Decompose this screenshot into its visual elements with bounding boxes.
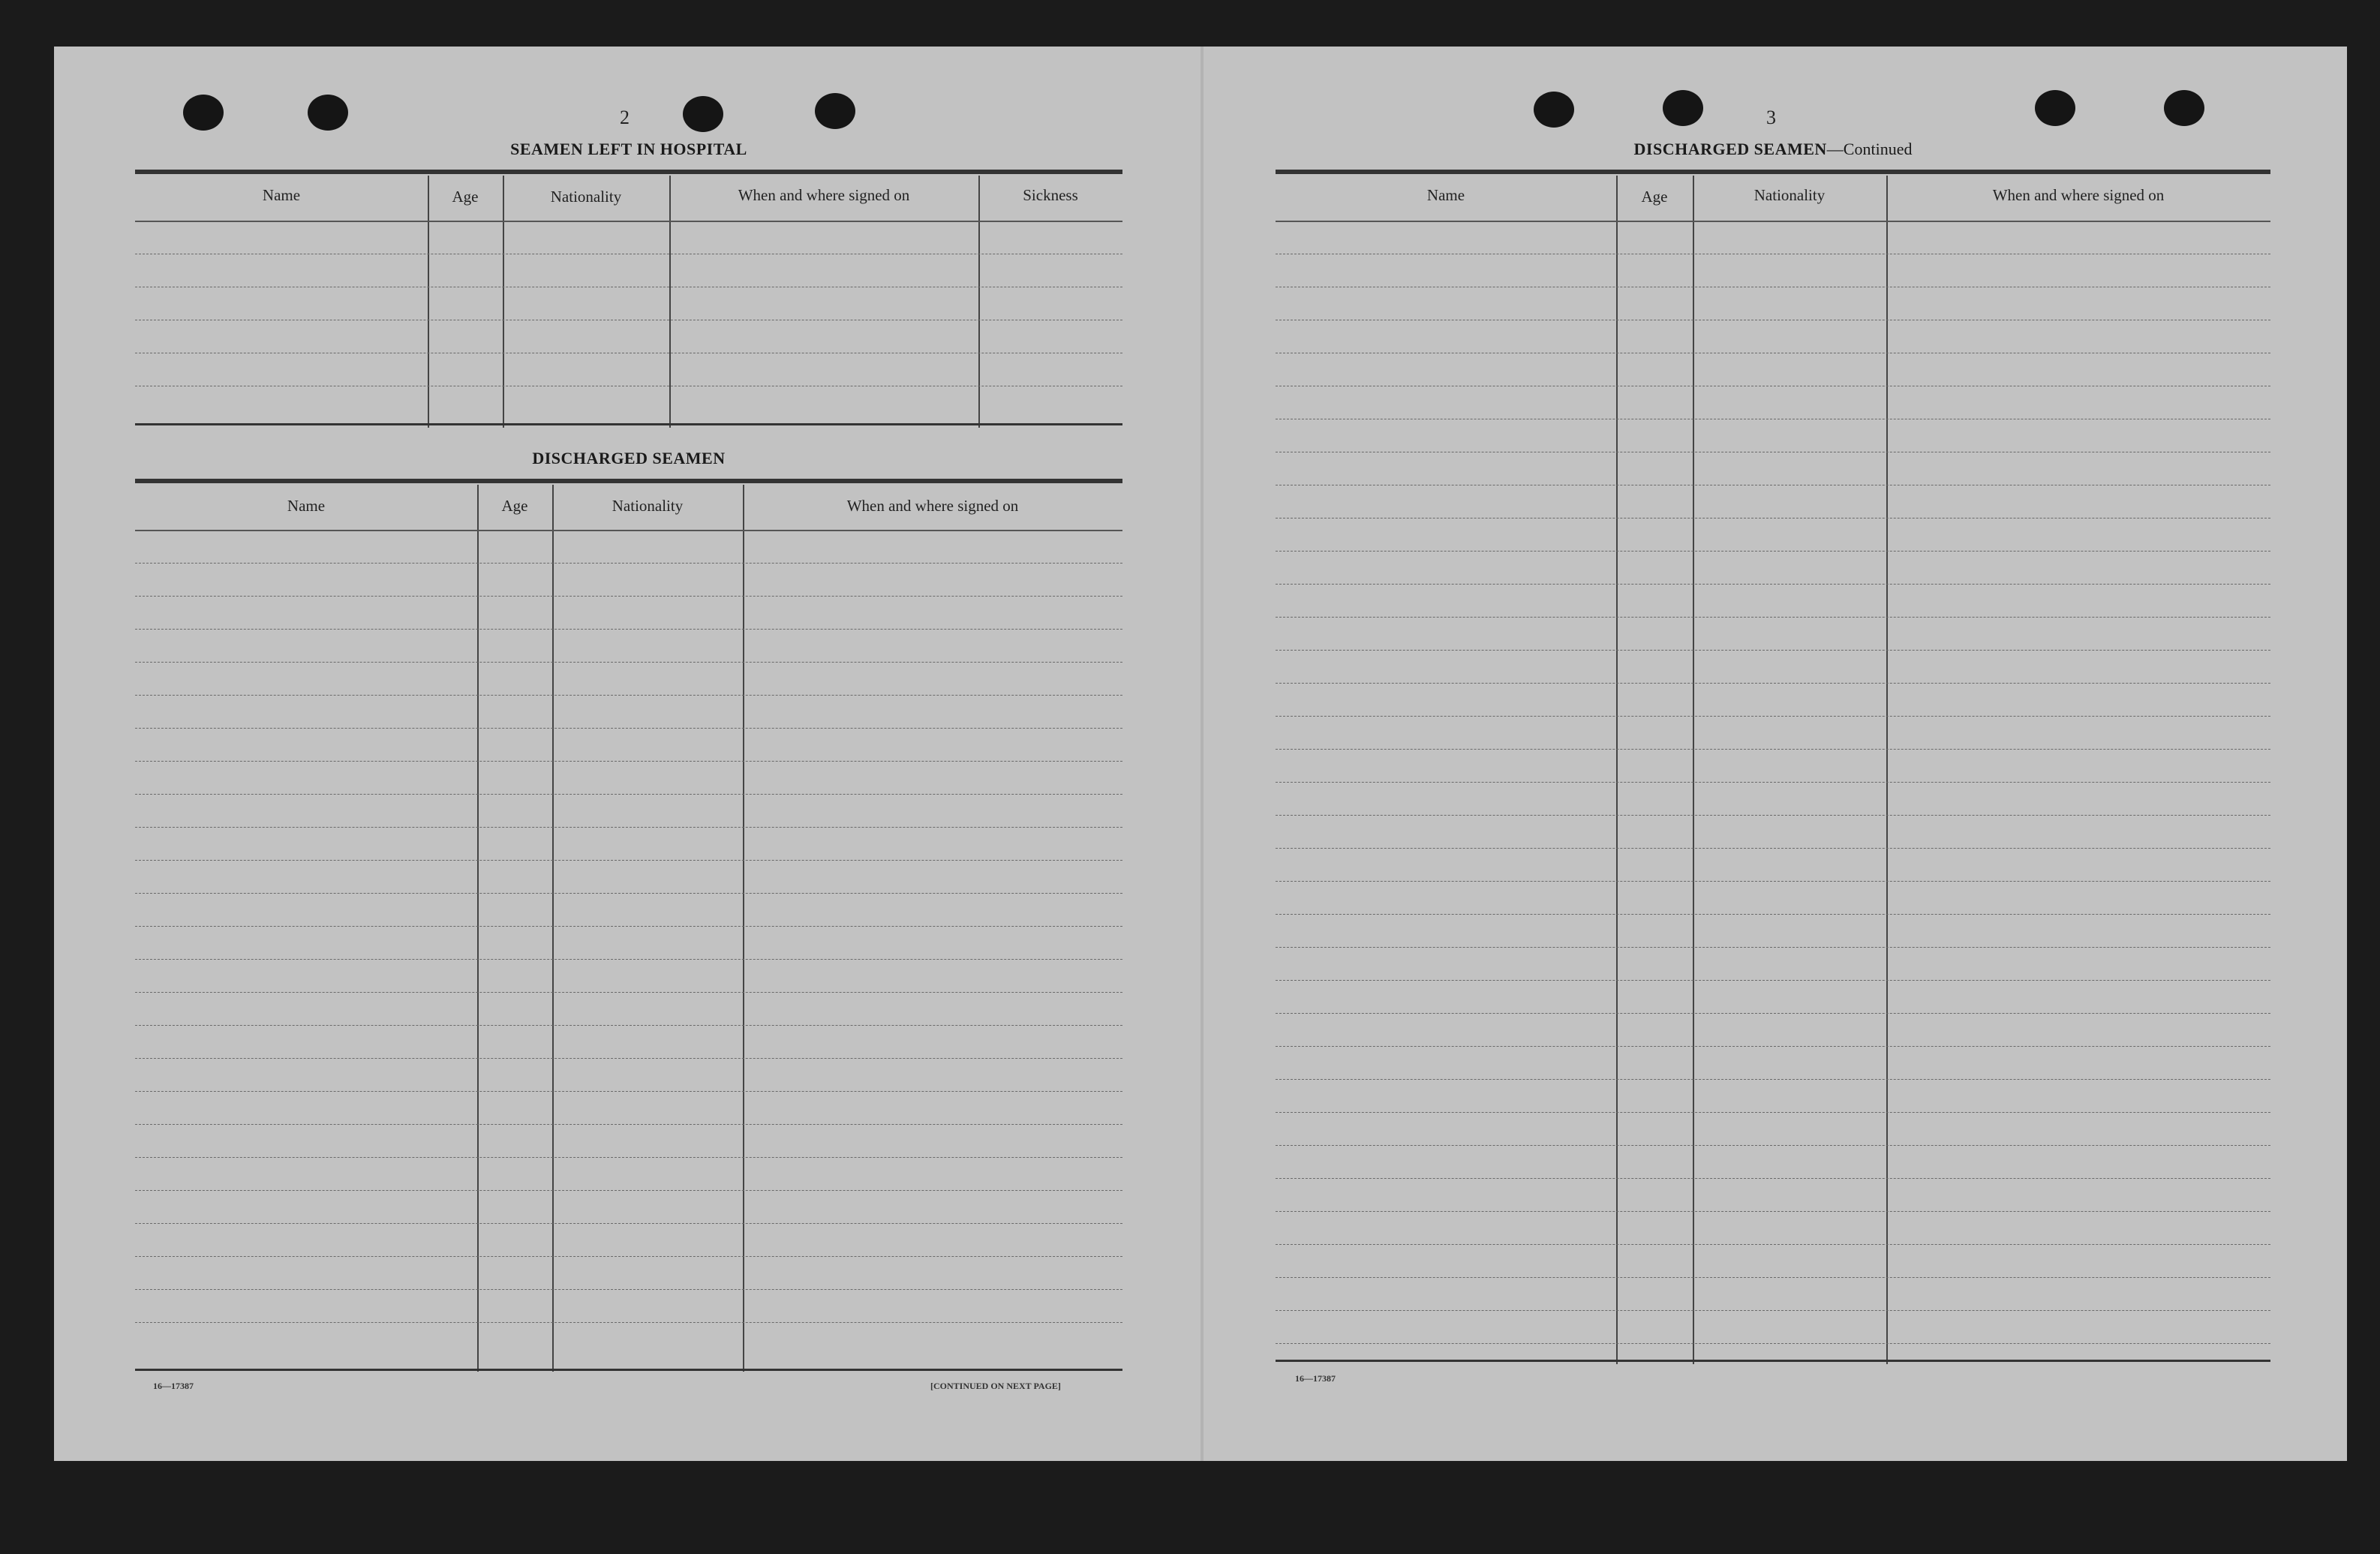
ruled-line	[135, 1091, 1122, 1092]
ruled-line	[1276, 650, 2270, 651]
ruled-line	[135, 1223, 1122, 1224]
punch-hole	[815, 93, 855, 129]
punch-hole	[1663, 90, 1703, 126]
header-when-where-signed-on: When and where signed on	[846, 497, 1019, 515]
header-name: Name	[262, 186, 301, 204]
page-fold	[1201, 47, 1204, 1461]
header-nationality: Nationality	[1753, 186, 1826, 204]
page-number-right: 3	[1766, 107, 1776, 128]
ruled-line	[135, 596, 1122, 597]
ruled-line	[1276, 1310, 2270, 1311]
header-age: Age	[452, 188, 479, 206]
header-name: Name	[287, 497, 326, 515]
discharged-continued-title-main: DISCHARGED SEAMEN	[1633, 140, 1827, 158]
ruled-line	[135, 629, 1122, 630]
ruled-line	[1276, 848, 2270, 849]
ruled-line	[135, 992, 1122, 993]
ruled-line	[135, 695, 1122, 696]
header-sickness: Sickness	[1023, 186, 1078, 204]
ruled-line	[1276, 815, 2270, 816]
ruled-line	[1276, 584, 2270, 585]
ruled-line	[135, 827, 1122, 828]
ruled-line	[1276, 1079, 2270, 1080]
punch-hole	[1534, 92, 1574, 128]
ruled-line	[135, 1256, 1122, 1257]
header-when-where-signed-on: When and where signed on	[738, 186, 910, 204]
bottom-rule	[135, 1369, 1122, 1371]
ruled-line	[1276, 1244, 2270, 1245]
punch-hole	[2164, 90, 2204, 126]
ruled-line	[1276, 1211, 2270, 1212]
hospital-table	[135, 170, 1122, 428]
ruled-line	[135, 1058, 1122, 1059]
ruled-line	[1276, 1178, 2270, 1179]
punch-hole	[2035, 90, 2075, 126]
ruled-line	[135, 860, 1122, 861]
page-number-left: 2	[620, 107, 630, 128]
header-when-where-signed-on: When and where signed on	[1992, 186, 2165, 204]
ruled-line	[1276, 1013, 2270, 1014]
discharged-continued-title	[1276, 140, 2270, 159]
bottom-rule	[135, 423, 1122, 425]
ruled-line	[1276, 782, 2270, 783]
ruled-line	[1276, 1145, 2270, 1146]
header-nationality: Nationality	[550, 188, 622, 206]
punch-hole	[183, 95, 224, 131]
bottom-rule	[1276, 1360, 2270, 1362]
ruled-line	[1276, 1343, 2270, 1344]
header-age: Age	[501, 497, 528, 515]
ruled-line	[1276, 1112, 2270, 1113]
discharged-table	[135, 479, 1122, 1372]
form-number-left: 16—17387	[153, 1381, 194, 1391]
ruled-line	[135, 959, 1122, 960]
discharged-continued-table	[1276, 170, 2270, 1364]
ruled-line	[135, 563, 1122, 564]
punch-hole	[308, 95, 348, 131]
ruled-line	[135, 1289, 1122, 1290]
hospital-section-title: SEAMEN LEFT IN HOSPITAL	[510, 140, 747, 158]
ruled-line	[135, 893, 1122, 894]
ruled-line	[135, 1025, 1122, 1026]
ruled-line	[135, 1190, 1122, 1191]
ruled-line	[1276, 716, 2270, 717]
ruled-line	[1276, 551, 2270, 552]
form-number-right: 16—17387	[1295, 1373, 1336, 1384]
header-nationality: Nationality	[612, 497, 684, 515]
ruled-line	[135, 1322, 1122, 1323]
continued-note: [CONTINUED ON NEXT PAGE]	[930, 1381, 1061, 1391]
ruled-line	[135, 761, 1122, 762]
ruled-line	[135, 728, 1122, 729]
header-name: Name	[1426, 186, 1465, 204]
discharged-section-title: DISCHARGED SEAMEN	[532, 449, 726, 467]
ruled-line	[1276, 749, 2270, 750]
ruled-line	[1276, 881, 2270, 882]
continued-suffix: —Continued	[1826, 140, 1913, 158]
ruled-line	[1276, 1277, 2270, 1278]
ruled-line	[1276, 1046, 2270, 1047]
ruled-line	[135, 1157, 1122, 1158]
ruled-line	[135, 662, 1122, 663]
ruled-line	[1276, 947, 2270, 948]
ruled-line	[1276, 617, 2270, 618]
ruled-line	[135, 794, 1122, 795]
ruled-line	[1276, 980, 2270, 981]
header-age: Age	[1641, 188, 1668, 206]
ruled-line	[1276, 914, 2270, 915]
ruled-line	[135, 1124, 1122, 1125]
ruled-line	[1276, 518, 2270, 519]
ruled-line	[135, 926, 1122, 927]
ruled-line	[1276, 683, 2270, 684]
punch-hole	[683, 96, 723, 132]
